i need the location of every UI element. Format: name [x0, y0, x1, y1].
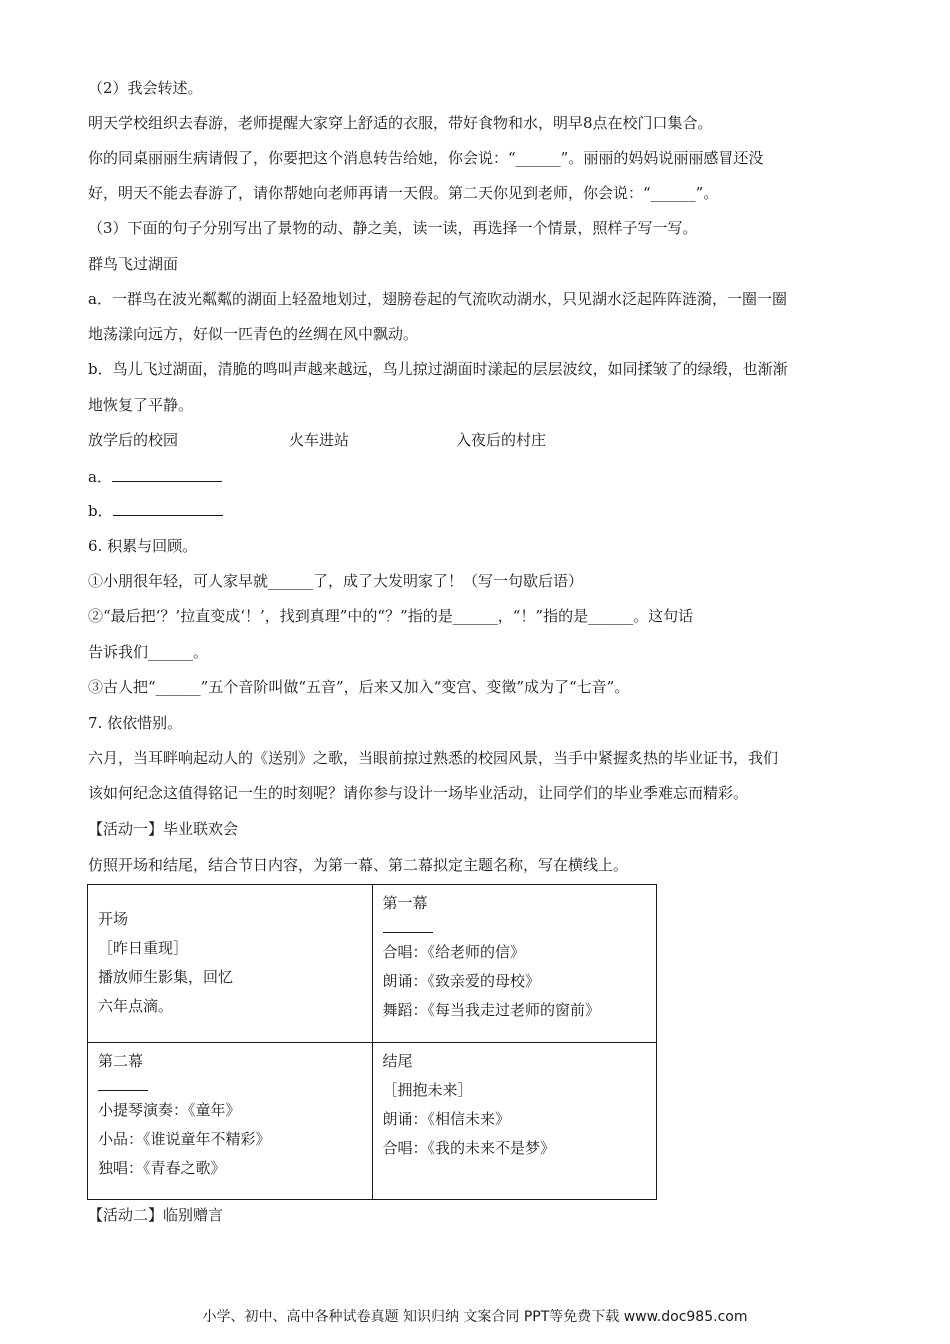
- act1-item: 舞蹈：《每当我走过老师的窗前》: [382, 1001, 601, 1019]
- option-village: 入夜后的村庄: [456, 431, 547, 449]
- part3-title: （3）下面的句子分别写出了景物的动、静之美，读一读，再选择一个情景，照样子写一写。: [88, 219, 698, 237]
- answer-a-label: a．: [88, 468, 112, 486]
- act1-item: 合唱：《给老师的信》: [382, 943, 526, 961]
- option-train: 火车进站: [289, 431, 350, 449]
- page-footer: 小学、初中、高中各种试卷真题 知识归纳 文案合同 PPT等免费下载 www.doc985.com: [202, 1309, 748, 1325]
- q7-title: 7. 依依惜别。: [88, 714, 183, 732]
- act2-theme-blank[interactable]: [98, 1076, 148, 1091]
- notice-text: 明天学校组织去春游，老师提醒大家穿上舒适的衣服，带好食物和水，明早8点在校门口集合。: [88, 114, 713, 132]
- ending-title: 结尾: [382, 1051, 413, 1070]
- opening-theme: ［昨日重现］: [98, 939, 189, 957]
- opening-desc-1: 播放师生影集，回忆: [98, 968, 234, 986]
- activity-2-heading: 【活动二】临别赠言: [88, 1206, 224, 1224]
- ending-theme: ［拥抱未来］: [382, 1080, 473, 1099]
- act1-title: 第一幕: [382, 894, 428, 912]
- q6-item-1: ①小朋很年轻，可人家早就______了，成了大发明家了！（写一句歇后语）: [88, 572, 584, 590]
- act2-item: 小品：《谁说童年不精彩》: [98, 1129, 271, 1148]
- opening-cell: [88, 885, 373, 1043]
- act1-theme-blank[interactable]: [383, 918, 433, 933]
- answer-b-blank[interactable]: [113, 501, 223, 516]
- sentence-a-line-1: a．一群鸟在波光粼粼的湖面上轻盈地划过，翅膀卷起的气流吹动湖水，只见湖水泛起阵阵涟漪，一圈一圈: [88, 290, 787, 308]
- act2-title: 第二幕: [98, 1051, 144, 1070]
- answer-b-label: b．: [88, 502, 113, 520]
- opening-title: 开场: [98, 910, 129, 928]
- opening-desc-2: 六年点滴。: [98, 997, 174, 1015]
- q6-item-2-line-2: 告诉我们______。: [88, 643, 209, 661]
- q7-intro-line-2: 该如何纪念这值得铭记一生的时刻呢？请你参与设计一场毕业活动，让同学们的毕业季难忘而精彩。: [88, 784, 749, 802]
- ending-cell: [372, 1042, 657, 1200]
- option-campus: 放学后的校园: [88, 431, 179, 449]
- scene-title: 群鸟飞过湖面: [88, 255, 179, 273]
- answer-a-blank[interactable]: [112, 467, 222, 482]
- answer-b-line: [88, 501, 223, 521]
- program-table: [87, 884, 657, 1200]
- part2-title: （2）我会转述。: [88, 79, 203, 97]
- act2-item: 独唱：《青春之歌》: [98, 1158, 226, 1177]
- q6-title: 6. 积累与回顾。: [88, 537, 198, 555]
- sentence-b-line-1: b．鸟儿飞过湖面，清脆的鸣叫声越来越远，鸟儿掠过湖面时漾起的层层波纹，如同揉皱了的绿缎，也渐渐: [88, 360, 788, 378]
- q7-intro-line-1: 六月，当耳畔响起动人的《送别》之歌，当眼前掠过熟悉的校园风景，当手中紧握炙热的毕业证书，我们: [88, 749, 779, 767]
- act1-cell: [372, 885, 657, 1043]
- act2-item: 小提琴演奏：《童年》: [98, 1100, 241, 1119]
- sentence-b-line-2: 地恢复了平静。: [88, 396, 194, 414]
- ending-item: 合唱：《我的未来不是梦》: [382, 1138, 556, 1157]
- act1-item: 朗诵：《致亲爱的母校》: [382, 972, 541, 990]
- q6-item-2-line-1: ②“最后把‘？’拉直变成‘！’，找到真理”中的“？”指的是______，“！”指的是______。这句话: [88, 607, 694, 625]
- q6-item-3: ③古人把“______”五个音阶叫做“五音”，后来又加入“变宫、变徵”成为了“七音”。: [88, 678, 630, 696]
- relay-line-1: 你的同桌丽丽生病请假了，你要把这个消息转告给她，你会说：“______”。丽丽的妈妈说丽丽感冒还没: [88, 149, 764, 167]
- ending-item: 朗诵：《相信未来》: [382, 1109, 511, 1128]
- activity-1-heading: 【活动一】毕业联欢会: [88, 820, 239, 838]
- answer-a-line: [88, 467, 222, 487]
- relay-line-2: 好，明天不能去春游了，请你帮她向老师再请一天假。第二天你见到老师，你会说：“______”。: [88, 184, 719, 202]
- sentence-a-line-2: 地荡漾向远方，好似一匹青色的丝绸在风中飘动。: [88, 325, 419, 343]
- act2-cell: [88, 1042, 373, 1200]
- activity-1-instruction: 仿照开场和结尾，结合节日内容，为第一幕、第二幕拟定主题名称，写在横线上。: [88, 856, 629, 874]
